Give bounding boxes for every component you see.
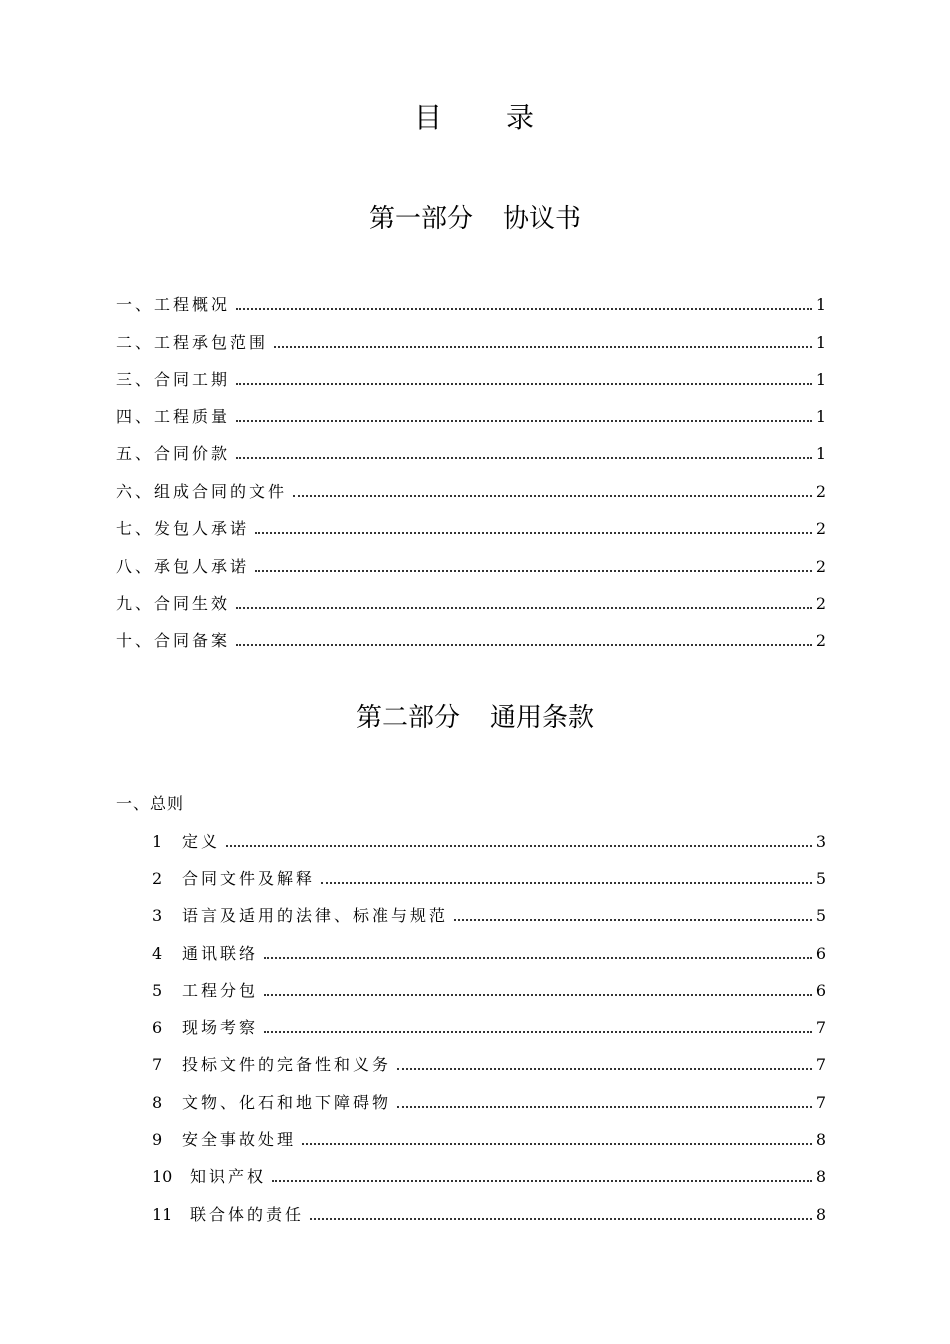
toc-entry-number: 2: [152, 869, 163, 888]
dot-leader: [255, 570, 812, 572]
toc-entry-label: 十、合同备案: [116, 631, 231, 650]
dot-leader: [274, 346, 812, 348]
toc-entry-page: 1: [815, 407, 826, 426]
toc-entry-page: 2: [815, 557, 826, 576]
toc-entry[interactable]: [152, 1014, 826, 1038]
toc-entry[interactable]: [152, 865, 826, 889]
dot-leader: [454, 919, 812, 921]
dot-leader: [236, 383, 812, 385]
toc-entry-label: 九、合同生效: [116, 594, 231, 613]
toc-entry-label: 现场考察: [182, 1018, 259, 1037]
title-char-right: 录: [506, 101, 537, 134]
toc-entry[interactable]: [116, 590, 826, 614]
dot-leader: [236, 420, 812, 422]
dot-leader: [264, 994, 812, 996]
toc-entry[interactable]: [152, 1126, 826, 1150]
toc-entry-page: 5: [815, 869, 826, 888]
page-title: [0, 96, 950, 136]
part2-title: 第二部分: [355, 703, 460, 733]
dot-leader: [236, 308, 812, 310]
dot-leader: [397, 1106, 812, 1108]
toc-entry-label: 工程分包: [182, 981, 259, 1000]
dot-leader: [236, 457, 812, 459]
part1-heading: [0, 198, 950, 235]
toc-entry-label: 三、合同工期: [116, 370, 231, 389]
part1-title: 第一部分: [368, 204, 473, 234]
toc-entry-page: 7: [815, 1018, 826, 1037]
toc-entry-label: 五、合同价款: [116, 444, 231, 463]
toc-entry-page: 8: [815, 1130, 826, 1149]
toc-entry[interactable]: [116, 627, 826, 651]
toc-entry[interactable]: [116, 329, 826, 353]
toc-entry[interactable]: [152, 1201, 826, 1225]
toc-entry[interactable]: [152, 1163, 826, 1187]
toc-entry[interactable]: [152, 940, 826, 964]
toc-entry-page: 1: [815, 333, 826, 352]
part2-heading: [0, 697, 950, 734]
toc-entry[interactable]: [116, 291, 826, 315]
toc-entry-number: 11: [152, 1205, 173, 1224]
dot-leader: [293, 495, 812, 497]
toc-entry-page: 7: [815, 1093, 826, 1112]
toc-entry[interactable]: [116, 553, 826, 577]
toc-entry-page: 1: [815, 444, 826, 463]
toc-entry[interactable]: [116, 403, 826, 427]
toc-entry[interactable]: [152, 977, 826, 1001]
toc-entry-label: 语言及适用的法律、标准与规范: [182, 906, 449, 925]
toc-entry-page: 2: [815, 482, 826, 501]
toc-entry-label: 七、发包人承诺: [116, 519, 250, 538]
toc-entry-number: 9: [152, 1130, 163, 1149]
toc-entry-label: 知识产权: [190, 1167, 267, 1186]
toc-entry-page: 6: [815, 944, 826, 963]
toc-entry-label: 合同文件及解释: [182, 869, 316, 888]
toc-entry-label: 文物、化石和地下障碍物: [182, 1093, 392, 1112]
toc-entry-page: 8: [815, 1205, 826, 1224]
toc-entry-label: 投标文件的完备性和义务: [182, 1055, 392, 1074]
dot-leader: [310, 1218, 812, 1220]
toc-entry[interactable]: [152, 1051, 826, 1075]
toc-entry[interactable]: [116, 478, 826, 502]
dot-leader: [226, 845, 812, 847]
toc-entry-page: 2: [815, 594, 826, 613]
toc-entry-page: 1: [815, 295, 826, 314]
toc-entry-label: 联合体的责任: [190, 1205, 305, 1224]
toc-entry-page: 7: [815, 1055, 826, 1074]
title-char-left: 目: [413, 101, 444, 134]
toc-entry-number: 8: [152, 1093, 163, 1112]
dot-leader: [255, 532, 812, 534]
toc-entry-page: 2: [815, 631, 826, 650]
dot-leader: [302, 1143, 812, 1145]
toc-entry-page: 3: [815, 832, 826, 851]
toc-entry-page: 2: [815, 519, 826, 538]
section-heading: 一、总则: [116, 794, 185, 813]
toc-entry[interactable]: [116, 366, 826, 390]
dot-leader: [236, 644, 812, 646]
dot-leader: [236, 607, 812, 609]
toc-entry[interactable]: [152, 1089, 826, 1113]
toc-entry-label: 定义: [182, 832, 221, 851]
toc-entry[interactable]: [152, 828, 826, 852]
toc-entry-page: 1: [815, 370, 826, 389]
toc-entry[interactable]: [116, 515, 826, 539]
dot-leader: [264, 1031, 812, 1033]
toc-entry-label: 一、工程概况: [116, 295, 231, 314]
part1-subtitle: 协议书: [503, 204, 582, 234]
toc-entry-page: 6: [815, 981, 826, 1000]
toc-entry-number: 6: [152, 1018, 163, 1037]
toc-entry-label: 四、工程质量: [116, 407, 231, 426]
dot-leader: [272, 1180, 812, 1182]
toc-entry-number: 3: [152, 906, 163, 925]
toc-entry[interactable]: [152, 902, 826, 926]
part2-subtitle: 通用条款: [490, 703, 595, 733]
toc-entry-number: 10: [152, 1167, 173, 1186]
toc-entry-label: 安全事故处理: [182, 1130, 297, 1149]
toc-entry-number: 7: [152, 1055, 163, 1074]
toc-entry-page: 5: [815, 906, 826, 925]
dot-leader: [397, 1068, 812, 1070]
toc-entry-number: 1: [152, 832, 163, 851]
toc-entry-number: 4: [152, 944, 163, 963]
toc-entry-label: 通讯联络: [182, 944, 259, 963]
toc-entry-label: 六、组成合同的文件: [116, 482, 288, 501]
toc-entry[interactable]: [116, 440, 826, 464]
toc-entry-label: 二、工程承包范围: [116, 333, 269, 352]
dot-leader: [264, 957, 812, 959]
dot-leader: [321, 882, 812, 884]
toc-entry-number: 5: [152, 981, 163, 1000]
toc-entry-label: 八、承包人承诺: [116, 557, 250, 576]
toc-entry-page: 8: [815, 1167, 826, 1186]
